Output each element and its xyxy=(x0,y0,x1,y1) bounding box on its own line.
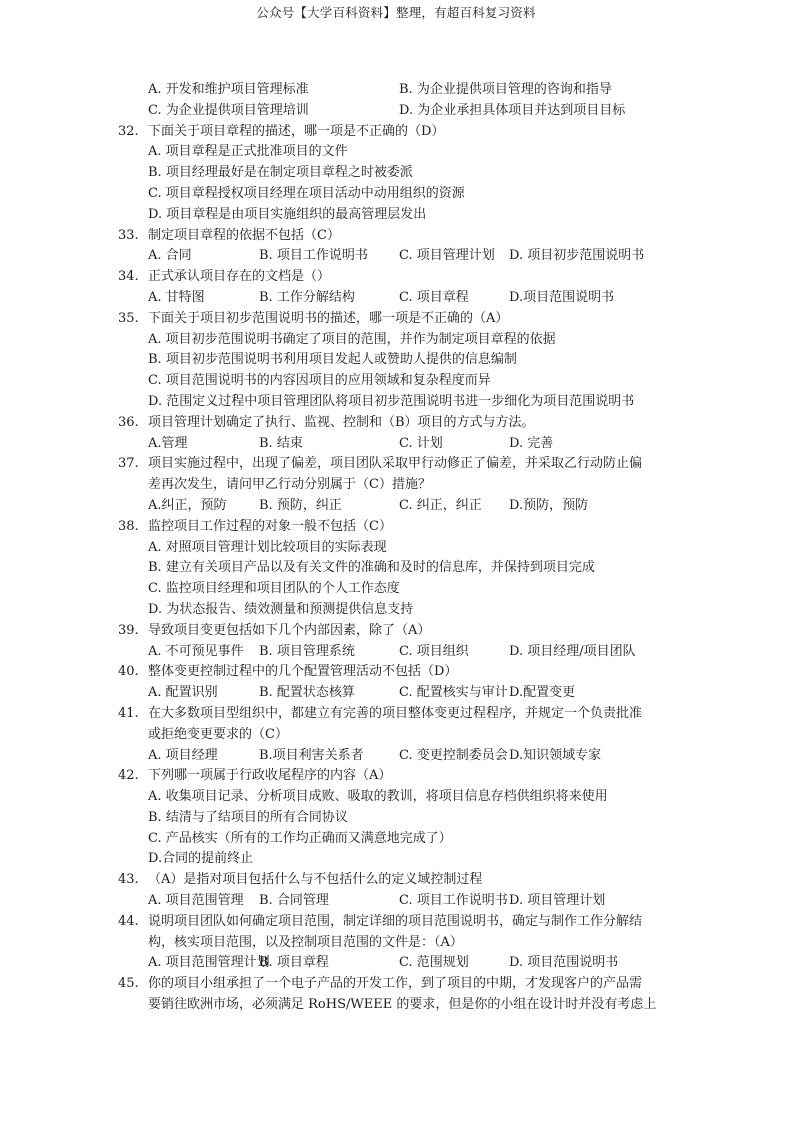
option-line xyxy=(118,496,678,517)
question-text: 下列哪一项属于行政收尾程序的内容（A） xyxy=(148,768,392,784)
question-text: 正式承认项目存在的文档是（） xyxy=(148,269,331,285)
question-line xyxy=(118,766,678,787)
option-line xyxy=(118,80,678,101)
question-line xyxy=(118,704,678,725)
option-line xyxy=(118,205,678,226)
question-number: 44. xyxy=(118,913,139,929)
answer-option: D.预防，预防 xyxy=(509,497,589,513)
question-text: 你的项目小组承担了一个电子产品的开发工作，到了项目的中期，才发现客户的产品需 xyxy=(148,976,643,992)
question-text: 差再次发生，请问甲乙行动分别属于（C）措施？ xyxy=(148,477,431,493)
answer-option: D. 项目管理计划 xyxy=(509,893,606,909)
question-number: 38. xyxy=(118,518,139,534)
answer-option: C. 项目组织 xyxy=(399,643,469,659)
answer-option: A. 项目经理 xyxy=(148,747,218,763)
option-line xyxy=(118,953,678,974)
answer-option: C. 项目章程授权项目经理在项目活动中动用组织的资源 xyxy=(148,185,465,201)
question-text: 说明项目团队如何确定项目范围，制定详细的项目范围说明书，确定与制作工作分解结 xyxy=(148,913,643,929)
question-number: 32. xyxy=(118,123,139,139)
question-text: 或拒绝变更要求的（C） xyxy=(148,726,288,742)
answer-option: D. 为状态报告、绩效测量和预测提供信息支持 xyxy=(148,601,414,617)
option-line xyxy=(118,808,678,829)
question-text: 下面关于项目初步范围说明书的描述，哪一项是不正确的（A） xyxy=(148,310,509,326)
answer-option: B. 预防，纠正 xyxy=(259,497,342,513)
answer-option: B. 工作分解结构 xyxy=(259,289,355,305)
answer-option: A. 开发和维护项目管理标准 xyxy=(148,82,309,97)
answer-option: D. 范围定义过程中项目管理团队将项目初步范围说明书进一步细化为项目范围说明书 xyxy=(148,393,635,409)
question-text: 项目实施过程中，出现了偏差，项目团队采取甲行动修正了偏差，并采取乙行动防止偏 xyxy=(148,456,643,472)
answer-option: D. 为企业承担具体项目并达到项目目标 xyxy=(399,102,626,118)
question-number: 36. xyxy=(118,414,139,430)
question-number: 43. xyxy=(118,872,139,888)
answer-option: A.纠正，预防 xyxy=(148,497,227,513)
question-number: 35. xyxy=(118,310,139,326)
answer-option: D. 项目范围说明书 xyxy=(509,955,619,971)
answer-option: B. 项目工作说明书 xyxy=(259,248,368,264)
answer-option: C. 监控项目经理和项目团队的个人工作态度 xyxy=(148,581,400,597)
question-text: 在大多数项目型组织中，都建立有完善的项目整体变更过程程序，并规定一个负责批准 xyxy=(148,705,643,721)
question-number: 39. xyxy=(118,622,139,638)
option-line xyxy=(118,538,678,559)
question-continuation xyxy=(118,995,678,1016)
question-line xyxy=(118,267,678,288)
question-line xyxy=(118,621,678,642)
question-text: 整体变更控制过程中的几个配置管理活动不包括（D） xyxy=(148,664,458,680)
question-number: 41. xyxy=(118,705,139,721)
option-line xyxy=(118,246,678,267)
answer-option: C. 范围规划 xyxy=(399,955,469,971)
answer-option: C. 项目工作说明书 xyxy=(399,893,508,909)
option-line xyxy=(118,142,678,163)
answer-option: C. 项目管理计划 xyxy=(399,248,495,264)
answer-option: C. 项目范围说明书的内容因项目的应用领域和复杂程度而异 xyxy=(148,373,491,389)
answer-option: B. 结清与了结项目的所有合同协议 xyxy=(148,809,348,825)
answer-option: A. 收集项目记录、分析项目成败、吸取的教训，将项目信息存档供组织将来使用 xyxy=(148,789,608,805)
question-number: 34. xyxy=(118,269,139,285)
answer-option: B. 结束 xyxy=(259,435,303,451)
question-number: 33. xyxy=(118,227,139,243)
answer-option: D.项目范围说明书 xyxy=(509,289,615,305)
answer-option: C. 计划 xyxy=(399,435,443,451)
answer-option: B. 项目管理系统 xyxy=(259,643,355,659)
answer-option: C. 为企业提供项目管理培训 xyxy=(148,102,309,118)
answer-option: A. 项目范围管理 xyxy=(148,893,244,909)
question-text: 构，核实项目范围，以及控制项目范围的文件是：（A） xyxy=(148,934,463,950)
option-line xyxy=(118,683,678,704)
answer-option: A. 项目初步范围说明书确定了项目的范围，并作为制定项目章程的依据 xyxy=(148,331,556,347)
answer-option: D. 完善 xyxy=(509,435,554,451)
option-line xyxy=(118,746,678,767)
option-line xyxy=(118,829,678,850)
option-line xyxy=(118,434,678,455)
answer-option: B. 配置状态核算 xyxy=(259,685,355,701)
option-line xyxy=(118,579,678,600)
question-text: 制定项目章程的依据不包括（C） xyxy=(148,227,340,243)
question-line xyxy=(118,413,678,434)
question-line xyxy=(118,517,678,538)
answer-option: A. 对照项目管理计划比较项目的实际表现 xyxy=(148,539,387,555)
question-line xyxy=(118,454,678,475)
answer-option: B. 合同管理 xyxy=(259,893,329,909)
option-line xyxy=(118,600,678,621)
question-continuation xyxy=(118,725,678,746)
question-continuation xyxy=(118,933,678,954)
answer-option: C. 配置核实与审计 xyxy=(399,685,508,701)
question-number: 37. xyxy=(118,456,139,472)
question-list xyxy=(118,80,678,1016)
question-text: 下面关于项目章程的描述，哪一项是不正确的（D） xyxy=(148,123,445,139)
answer-option: D.知识领域专家 xyxy=(509,747,602,763)
answer-option: B. 项目经理最好是在制定项目章程之时被委派 xyxy=(148,165,413,181)
option-line xyxy=(118,350,678,371)
question-line xyxy=(118,912,678,933)
option-line xyxy=(118,558,678,579)
page-header: 公众号【大学百科资料】整理，有超百科复习资料 xyxy=(256,5,536,20)
answer-option: A. 合同 xyxy=(148,248,192,264)
question-text: 项目管理计划确定了执行、监视、控制和（B）项目的方式与方法。 xyxy=(148,414,535,430)
question-continuation xyxy=(118,475,678,496)
option-line xyxy=(118,184,678,205)
question-line xyxy=(118,870,678,891)
answer-option: D. 项目章程是由项目实施组织的最高管理层发出 xyxy=(148,206,427,222)
answer-option: C. 变更控制委员会 xyxy=(399,747,508,763)
option-line xyxy=(118,101,678,122)
answer-option: A.管理 xyxy=(148,435,188,451)
option-line xyxy=(118,288,678,309)
option-line xyxy=(118,787,678,808)
question-line xyxy=(118,974,678,995)
question-number: 45. xyxy=(118,976,139,992)
answer-option: C. 纠正，纠正 xyxy=(399,497,482,513)
question-line xyxy=(118,122,678,143)
answer-option: C. 项目章程 xyxy=(399,289,469,305)
question-line xyxy=(118,662,678,683)
answer-option: D. 项目初步范围说明书 xyxy=(509,248,645,264)
answer-option: B. 项目章程 xyxy=(259,955,329,971)
question-line xyxy=(118,226,678,247)
question-text: 监控项目工作过程的对象一般不包括（C） xyxy=(148,518,392,534)
answer-option: A. 配置识别 xyxy=(148,685,218,701)
question-line xyxy=(118,309,678,330)
answer-option: A. 项目章程是正式批准项目的文件 xyxy=(148,144,348,160)
answer-option: A. 甘特图 xyxy=(148,289,205,305)
answer-option: B.项目利害关系者 xyxy=(259,747,364,763)
option-line xyxy=(118,163,678,184)
answer-option: C. 产品核实（所有的工作均正确而又满意地完成了） xyxy=(148,830,452,846)
question-text: 导致项目变更包括如下几个内部因素，除了（A） xyxy=(148,622,431,638)
question-text: （A）是指对项目包括什么与不包括什么的定义域控制过程 xyxy=(148,872,483,888)
question-number: 40. xyxy=(118,664,139,680)
option-line xyxy=(118,891,678,912)
question-number: 42. xyxy=(118,768,139,784)
answer-option: D.合同的提前终止 xyxy=(148,851,254,867)
option-line xyxy=(118,371,678,392)
answer-option: B. 为企业提供项目管理的咨询和指导 xyxy=(399,82,612,97)
answer-option: B. 建立有关项目产品以及有关文件的准确和及时的信息库，并保持到项目完成 xyxy=(148,560,595,576)
answer-option: B. 项目初步范围说明书利用项目发起人或赞助人提供的信息编制 xyxy=(148,352,517,368)
answer-option: D.配置变更 xyxy=(509,685,576,701)
answer-option: A. 项目范围管理计划 xyxy=(148,955,270,971)
question-text: 要销往欧洲市场，必须满足 RoHS/WEEE 的要求，但是你的小组在设计时并没有考虑上 xyxy=(148,997,657,1013)
answer-option: D. 项目经理/项目团队 xyxy=(509,643,636,659)
answer-option: A. 不可预见事件 xyxy=(148,643,244,659)
option-line xyxy=(118,849,678,870)
option-line xyxy=(118,642,678,663)
option-line xyxy=(118,330,678,351)
option-line xyxy=(118,392,678,413)
